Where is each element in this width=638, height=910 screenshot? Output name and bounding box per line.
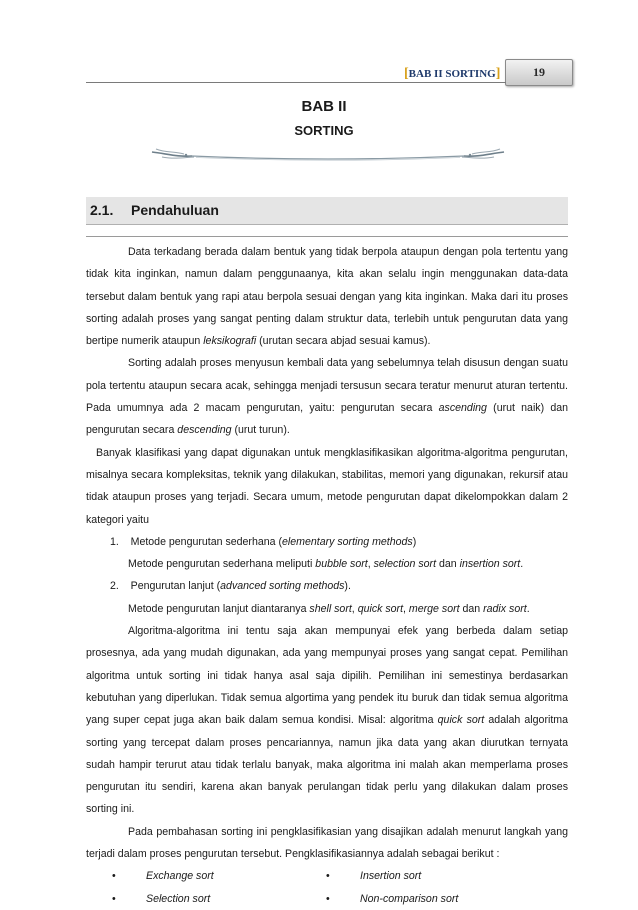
page-number: 19 [533, 65, 545, 79]
header-divider [86, 82, 506, 83]
paragraph-intro: Data terkadang berada dalam bentuk yang tidak berpola ataupun dengan pola tertentu yang tidak kita inginkan, namun dalam penggunaanya, kita akan selalu ingin menggunakan data-data tersebut dalam bentuk yang rapi atau berpola sesuai dengan yang kita inginkan. Maka dari itu proses sorting adalah proses yang sangat penting dalam struktur data, terlebih untuk pengurutan data yang bertipe numerik ataupun leksikografi (urutan secara abjad sesuai kamus). [86, 246, 568, 348]
bullet-icon: • [112, 870, 116, 883]
section-number: 2.1. [90, 202, 114, 218]
chapter-title: SORTING [294, 123, 354, 138]
section-heading [86, 197, 568, 225]
list-item: • Selection sort [112, 888, 326, 910]
list-item-description: Metode pengurutan lanjut diantaranya shell sort, quick sort, merge sort dan radix sort. [128, 602, 530, 615]
bracket-close: ] [495, 66, 501, 81]
header-chapter-text: BAB II SORTING [408, 68, 496, 80]
bullet-icon: • [326, 870, 330, 883]
bullet-icon: • [326, 892, 330, 905]
section-title: Pendahuluan [131, 202, 219, 218]
header-chapter-label [404, 66, 500, 82]
list-item: 2. Pengurutan lanjut (advanced sorting methods). [110, 580, 351, 593]
bullet-icon: • [112, 892, 116, 905]
section-divider [86, 236, 568, 237]
paragraph-algorithms: Algoritma-algoritma ini tentu saja akan mempunyai efek yang berbeda dalam setiap prosesnya, ada yang mudah digunakan, ada yang mempunyai proses yang sangat cepat. Pemilihan algoritma untuk sorting ini tidak hanya asal saja dipilih. Pemilihan ini semestinya berdasarkan kebutuhan yang diperlukan. Tidak semua algortima yang pendek itu buruk dan tidak semua algoritma yang super cepat juga akan baik dalam semua kondisi. Misal: algoritma quick sort adalah algoritma sorting yang tercepat dalam proses pencariannya, namun jika data yang akan diurutkan ternyata sudah hampir terurut atau tidak terlalu banyak, maka algoritma ini malah akan memperlama proses pengurutan itu sendiri, karena akan banyak perulangan tidak perlu yang dilakukan dalam proses sorting ini. [86, 625, 568, 816]
sort-type-column [112, 865, 326, 910]
chapter-label: BAB II [301, 98, 347, 115]
paragraph-classification-method: Pada pembahasan sorting ini pengklasifikasian yang disajikan adalah menurut langkah yang terjadi dalam proses pengurutan tersebut. Pengklasifikasiannya adalah sebagai berikut : [86, 825, 568, 861]
page-number-badge [505, 59, 573, 86]
bracket-open: [ [404, 66, 409, 81]
sort-type-column [326, 865, 540, 910]
body-text [86, 241, 568, 910]
ornament-divider-icon [148, 145, 508, 165]
list-item: • Non-comparison sort [326, 888, 540, 910]
list-item: • Insertion sort [326, 865, 540, 887]
list-item: 1. Metode pengurutan sederhana (elementary sorting methods) [110, 535, 417, 548]
sort-type-list [86, 865, 568, 910]
paragraph-definition: Sorting adalah proses menyusun kembali data yang sebelumnya telah disusun dengan suatu pola tertentu ataupun secara acak, sehingga menjadi tersusun secara teratur menurut aturan tertentu. Pada umumnya ada 2 macam pengurutan, yaitu: pengurutan secara ascending (urut naik) dan pengurutan secara descending (urut turun). [86, 357, 568, 437]
paragraph-classification: Banyak klasifikasi yang dapat digunakan untuk mengklasifikasikan algoritma-algoritma pengurutan, misalnya secara kompleksitas, teknik yang dilakukan, stabilitas, memori yang digunakan, rekursif atau tidak ataupun proses yang terjadi. Secara umum, metode pengurutan dapat dikelompokkan dalam 2 kategori yaitu [86, 446, 568, 526]
list-item-description: Metode pengurutan sederhana meliputi bubble sort, selection sort dan insertion sort. [128, 558, 524, 571]
list-item: • Exchange sort [112, 865, 326, 887]
